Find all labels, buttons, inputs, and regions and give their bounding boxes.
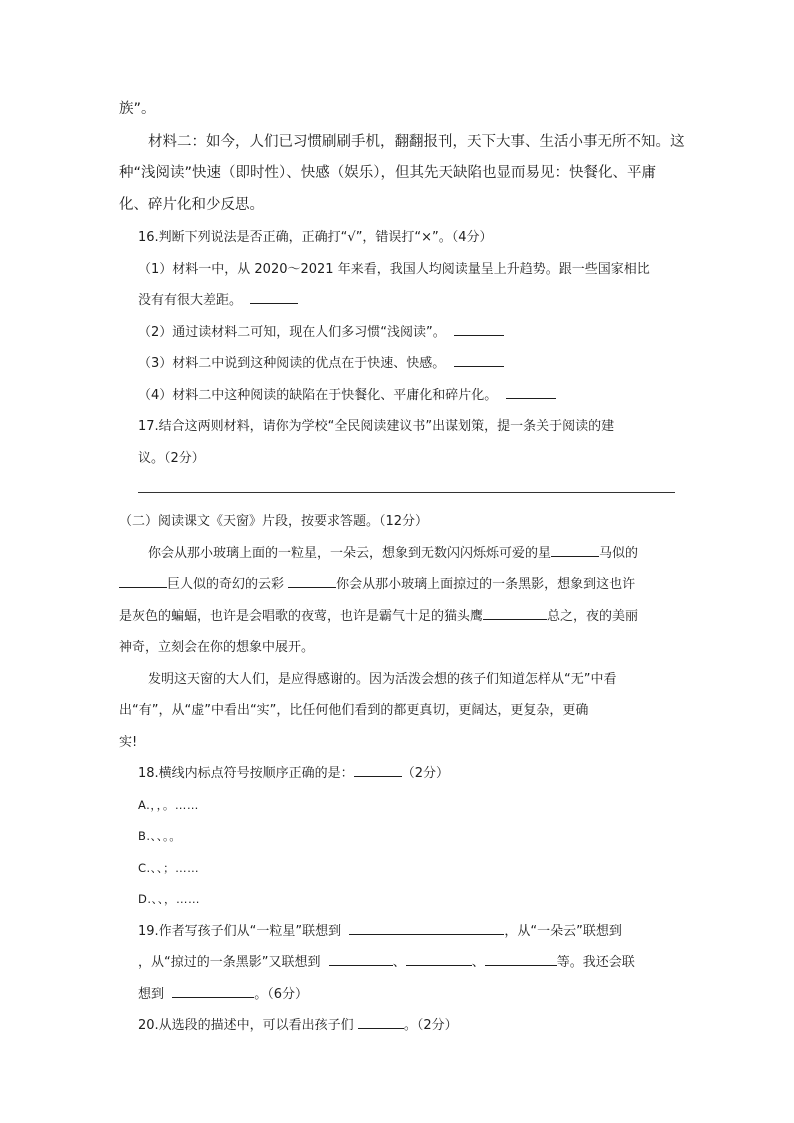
fragment-text: 族”。 xyxy=(119,101,156,117)
question-19-line3: 想到 。（6分） xyxy=(138,979,308,1010)
answer-blank-19-3[interactable] xyxy=(406,953,472,966)
answer-blank-16-1[interactable] xyxy=(250,291,298,304)
passage-p2-line2: 出“有”，从“虚”中看出“实”，比任何他们看到的都更真切，更阔达，更复杂，更确 xyxy=(119,703,589,718)
answer-blank-19-2[interactable] xyxy=(329,953,393,966)
passage-p1-line4: 神奇，立刻会在你的想象中展开。 xyxy=(119,640,315,655)
question-18-option-b[interactable]: B.、、。。 xyxy=(138,829,182,843)
question-18-stem: 18.横线内标点符号按顺序正确的是： （2分） xyxy=(138,758,449,789)
question-19-line2: ，从“掠过的一条黑影”又联想到 、 、 等。我还会联 xyxy=(138,947,635,978)
question-18-option-a[interactable]: A.，，。…… xyxy=(138,798,199,812)
passage-p1-line3: 是灰色的蝙蝠，也许是会唱歌的夜莺，也许是霸气十足的猫头鹰 总之，夜的美丽 xyxy=(119,601,638,632)
question-17-line2: 议。（2分） xyxy=(138,451,205,466)
answer-blank-20[interactable] xyxy=(358,1016,404,1029)
answer-blank-18[interactable] xyxy=(354,764,402,777)
material2-line2: 种“浅阅读”快速（即时性）、快感（娱乐），但其先天缺陷也显而易见：快餐化、平庸 xyxy=(119,165,657,181)
question-20: 20.从选段的描述中，可以看出孩子们 。（2分） xyxy=(138,1010,458,1041)
punct-blank-1[interactable] xyxy=(551,544,599,557)
answer-line-17[interactable] xyxy=(138,492,675,493)
answer-blank-19-4[interactable] xyxy=(485,953,557,966)
punct-blank-2[interactable] xyxy=(119,575,167,588)
section-2-title: （二）阅读课文《天窗》片段，按要求答题。（12分） xyxy=(119,514,429,529)
answer-blank-19-1[interactable] xyxy=(349,922,504,935)
question-16-item-1-cont: 没有有很大差距。 xyxy=(138,285,298,316)
question-18-option-c[interactable]: C.、、；…… xyxy=(138,861,200,875)
question-16-stem: 16.判断下列说法是否正确，正确打“√”，错误打“×”。（4分） xyxy=(138,230,493,245)
punct-blank-4[interactable] xyxy=(483,607,547,620)
text-fragment xyxy=(119,94,156,125)
punct-blank-3[interactable] xyxy=(288,575,336,588)
answer-blank-16-4[interactable] xyxy=(506,386,556,399)
question-19-line1: 19.作者写孩子们从“一粒星”联想到 ，从“一朵云”联想到 xyxy=(138,916,622,947)
question-16-item-3: （3）材料二中说到这种阅读的优点在于快速、快感。 xyxy=(138,348,504,379)
question-18-option-d[interactable]: D.、、，…… xyxy=(138,892,201,906)
question-16-item-4: （4）材料二中这种阅读的缺陷在于快餐化、平庸化和碎片化。 xyxy=(138,380,556,411)
question-17-line1: 17.结合这两则材料，请你为学校“全民阅读建议书”出谋划策，提一条关于阅读的建 xyxy=(138,419,615,434)
answer-blank-16-2[interactable] xyxy=(454,323,504,336)
answer-blank-16-3[interactable] xyxy=(454,354,504,367)
passage-p1-line2: 巨人似的奇幻的云彩 你会从那小玻璃上面掠过的一条黑影，想象到这也许 xyxy=(119,569,635,600)
passage-p2-line3: 实! xyxy=(119,735,138,750)
passage-p1-line1: 你会从那小玻璃上面的一粒星，一朵云，想象到无数闪闪烁烁可爱的星 马似的 xyxy=(119,538,638,569)
question-16-item-1: （1）材料一中，从 2020～2021 年来看，我国人均阅读量呈上升趋势。跟一些国家相比 xyxy=(138,262,650,277)
material2-line1: 材料二：如今，人们已习惯刷刷手机，翻翻报刊，天下大事、生活小事无所不知。这 xyxy=(148,134,685,150)
question-16-item-2: （2）通过读材料二可知，现在人们多习惯“浅阅读”。 xyxy=(138,317,504,348)
passage-p2-line1: 发明这天窗的大人们，是应得感谢的。因为活泼会想的孩子们知道怎样从“无”中看 xyxy=(148,672,617,687)
answer-blank-19-5[interactable] xyxy=(172,985,254,998)
material2-line3: 化、碎片化和少反思。 xyxy=(119,197,264,213)
